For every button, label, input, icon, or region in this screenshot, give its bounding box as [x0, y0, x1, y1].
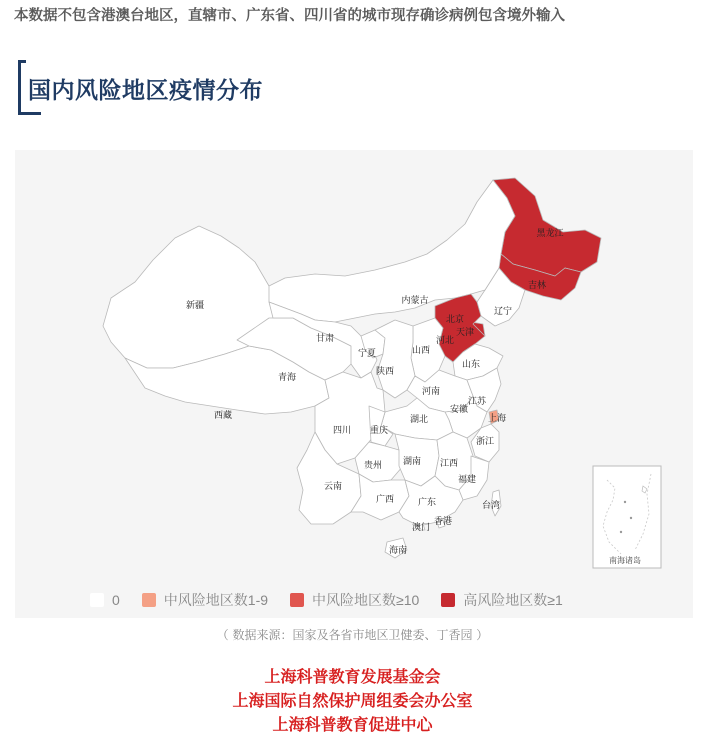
- province-label-guizhou: 贵州: [363, 461, 383, 471]
- province-label-beijing: 北京: [445, 315, 465, 325]
- south-china-sea-inset: [593, 466, 661, 568]
- section-title: 国内风险地区疫情分布: [28, 78, 263, 104]
- province-label-shandong: 山东: [461, 360, 481, 370]
- province-label-shanxi: 山西: [411, 346, 431, 356]
- legend-swatch-mid-low: [142, 593, 156, 607]
- legend-item-mid-low[interactable]: [142, 590, 268, 610]
- province-label-hainan: 海南: [388, 546, 408, 556]
- legend-label-mid-low: 中风险地区数1-9: [163, 592, 269, 608]
- province-label-neimenggu: 内蒙古: [401, 296, 429, 306]
- province-label-hunan: 湖南: [402, 457, 422, 467]
- province-label-tianjin: 天津: [455, 328, 475, 338]
- province-label-jiangsu: 江苏: [467, 397, 487, 407]
- province-label-guangdong: 广东: [417, 498, 437, 508]
- province-label-ningxia: 宁夏: [357, 349, 377, 359]
- data-note: 本数据不包含港澳台地区，直辖市、广东省、四川省的城市现存确诊病例包含境外输入: [14, 8, 565, 24]
- legend-swatch-mid-high: [290, 593, 304, 607]
- legend-label-none: 0: [112, 592, 120, 608]
- org-name-3: 上海科普教育促进中心: [272, 715, 433, 734]
- province-label-aomen: 澳门: [411, 523, 431, 533]
- province-label-fujian: 福建: [457, 475, 477, 485]
- legend-item-mid-high[interactable]: [290, 590, 419, 610]
- map-legend: [90, 590, 585, 610]
- province-label-henan: 河南: [421, 387, 441, 397]
- province-label-jiangxi: 江西: [439, 459, 459, 469]
- province-label-chongqing: 重庆: [369, 426, 389, 436]
- province-label-zhejiang: 浙江: [475, 437, 495, 447]
- legend-swatch-none: [90, 593, 104, 607]
- legend-label-high: 高风险地区数≥1: [463, 592, 563, 608]
- china-risk-map: [15, 150, 693, 618]
- province-label-qinghai: 青海: [277, 373, 297, 383]
- org-name-2: 上海国际自然保护周组委会办公室: [232, 691, 473, 710]
- org-name-1: 上海科普教育发展基金会: [264, 667, 441, 686]
- province-label-gansu: 甘肃: [315, 334, 335, 344]
- province-label-taiwan: 台湾: [481, 501, 501, 511]
- province-label-anhui: 安徽: [449, 405, 469, 415]
- province-label-xianggang: 香港: [433, 517, 453, 527]
- province-neimenggu[interactable]: [261, 180, 515, 322]
- province-label-hebei: 河北: [435, 336, 455, 346]
- province-label-shaanxi: 陕西: [375, 367, 395, 377]
- inset-label: 南海诸岛: [609, 556, 641, 565]
- province-label-sichuan: 四川: [332, 426, 352, 436]
- legend-item-none[interactable]: [90, 592, 120, 608]
- province-label-jilin: 吉林: [527, 281, 547, 291]
- province-label-xizang: 西藏: [213, 411, 233, 421]
- province-label-yunnan: 云南: [323, 482, 343, 492]
- province-label-xinjiang: 新疆: [185, 301, 205, 311]
- province-label-guangxi: 广西: [375, 495, 395, 505]
- province-label-liaoning: 辽宁: [493, 307, 513, 317]
- province-label-hubei: 湖北: [409, 415, 429, 425]
- data-source-caption: （ 数据来源：国家及各省市地区卫健委、丁香园 ）: [216, 628, 489, 642]
- legend-label-mid-high: 中风险地区数≥10: [312, 592, 420, 608]
- legend-item-high[interactable]: [441, 590, 562, 610]
- legend-swatch-high: [441, 593, 455, 607]
- china-map-svg: [15, 150, 693, 618]
- province-label-heilongjiang: 黑龙江: [536, 229, 564, 239]
- province-label-shanghai: 上海: [487, 414, 507, 424]
